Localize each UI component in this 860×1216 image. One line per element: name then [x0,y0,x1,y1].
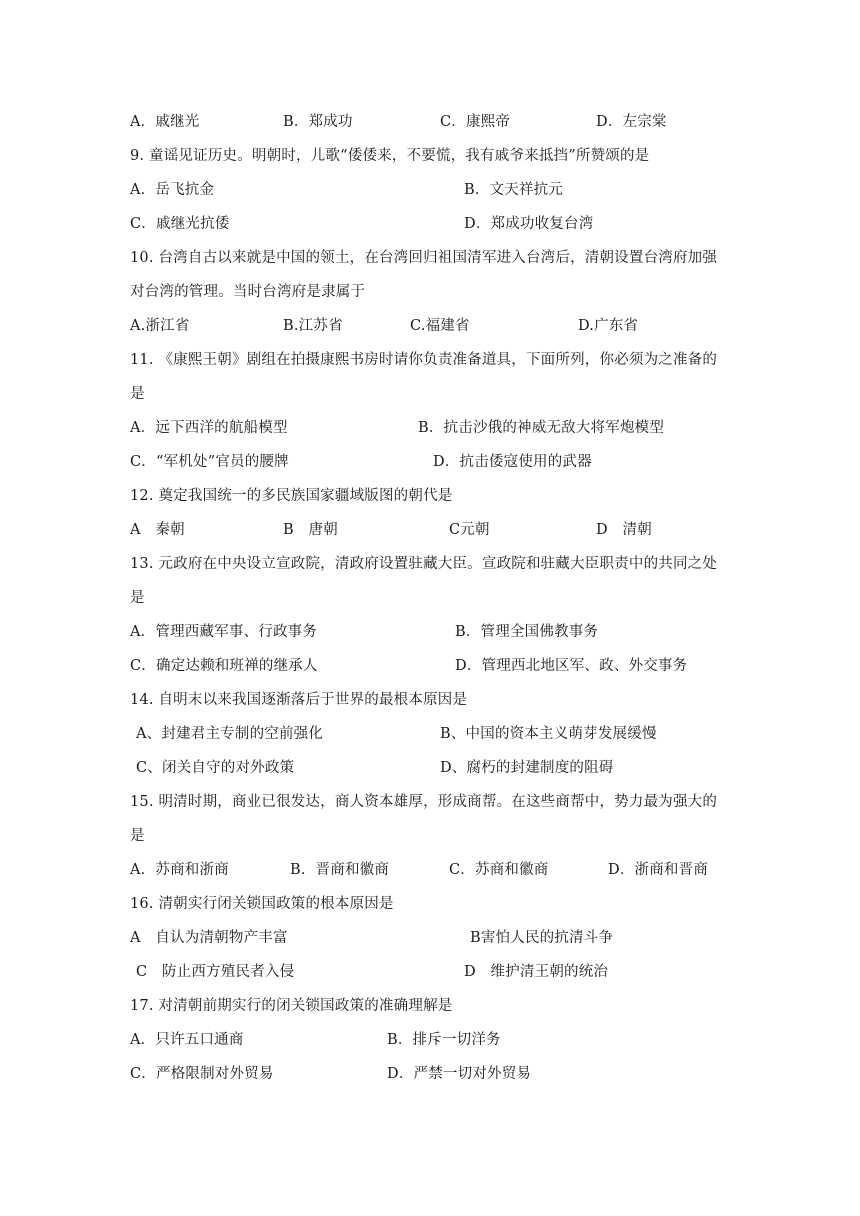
q13-option-d: D．管理西北地区军、政、外交事务 [455,658,688,674]
q15-option-d: D．浙商和晋商 [608,862,709,878]
q11-option-c: C．“军机处”官员的腰牌 [130,454,289,470]
q10-option-a: A.浙江省 [130,318,190,334]
q12-option-a: A 秦朝 [130,522,185,538]
q12-stem: 12. 奠定我国统一的多民族国家疆域版图的朝代是 [130,488,453,504]
q9-option-c: C．戚继光抗倭 [130,216,230,232]
q11-option-a: A．远下西洋的航船模型 [130,420,288,436]
q11-stem-line1: 11. 《康熙王朝》剧组在拍摄康熙书房时请你负责准备道具，下面所列，你必须为之准备的 [130,352,718,368]
q17-option-d: D．严禁一切对外贸易 [387,1066,532,1082]
q13-option-a: A．管理西藏军事、行政事务 [130,624,318,640]
q15-option-b: B．晋商和徽商 [290,862,390,878]
q15-stem-line2: 是 [130,828,145,844]
q13-stem-line2: 是 [130,590,145,606]
q14-option-d: D、腐朽的封建制度的阻碍 [440,760,614,776]
q17-option-c: C．严格限制对外贸易 [130,1066,274,1082]
q16-option-a: A 自认为清朝物产丰富 [130,930,288,946]
q13-option-c: C．确定达赖和班禅的继承人 [130,658,318,674]
q12-option-c: C元朝 [449,522,490,538]
q12-option-d: D 清朝 [596,522,652,538]
q16-option-c: C 防止西方殖民者入侵 [136,964,295,980]
q12-option-b: B 唐朝 [283,522,338,538]
q8-option-d: D．左宗棠 [596,114,667,130]
q16-option-d: D 维护清王朝的统治 [464,964,609,980]
q8-option-b: B．郑成功 [283,114,353,130]
q17-option-b: B．排斥一切洋务 [387,1032,501,1048]
q8-option-a: A．戚继光 [130,114,200,130]
q10-option-d: D.广东省 [578,318,639,334]
q9-option-a: A．岳飞抗金 [130,182,215,198]
q9-option-d: D．郑成功收复台湾 [464,216,594,232]
q17-option-a: A．只许五口通商 [130,1032,244,1048]
q10-option-c: C.福建省 [410,318,470,334]
q14-option-b: B、中国的资本主义萌芽发展缓慢 [440,726,657,742]
q11-option-d: D．抗击倭寇使用的武器 [433,454,592,470]
q14-stem: 14. 自明末以来我国逐渐落后于世界的最根本原因是 [130,692,468,708]
q16-option-b: B害怕人民的抗清斗争 [470,930,614,946]
q9-stem: 9. 童谣见证历史。明朝时，儿歌“倭倭来，不要慌，我有戚爷来抵挡”所赞颂的是 [130,148,650,164]
q15-option-c: C．苏商和徽商 [449,862,549,878]
q14-option-a: A、封建君主专制的空前强化 [136,726,324,742]
q17-stem: 17. 对清朝前期实行的闭关锁国政策的准确理解是 [130,998,453,1014]
q13-stem-line1: 13. 元政府在中央设立宣政院，清政府设置驻藏大臣。宣政院和驻藏大臣职责中的共同之处 [130,556,718,572]
q14-option-c: C、闭关自守的对外政策 [136,760,295,776]
q16-stem: 16. 清朝实行闭关锁国政策的根本原因是 [130,896,394,912]
q10-stem-line1: 10. 台湾自古以来就是中国的领土，在台湾回归祖国清军进入台湾后，清朝设置台湾府加强 [130,250,718,266]
q11-stem-line2: 是 [130,386,145,402]
q15-option-a: A．苏商和浙商 [130,862,229,878]
q9-option-b: B．文天祥抗元 [464,182,564,198]
q15-stem-line1: 15. 明清时期，商业已很发达，商人资本雄厚，形成商帮。在这些商帮中，势力最为强大的 [130,794,718,810]
q8-option-c: C．康熙帝 [440,114,511,130]
q10-stem-line2: 对台湾的管理。当时台湾府是隶属于 [130,284,366,300]
q10-option-b: B.江苏省 [283,318,343,334]
q11-option-b: B．抗击沙俄的神威无敌大将军炮模型 [418,420,665,436]
q13-option-b: B．管理全国佛教事务 [455,624,599,640]
